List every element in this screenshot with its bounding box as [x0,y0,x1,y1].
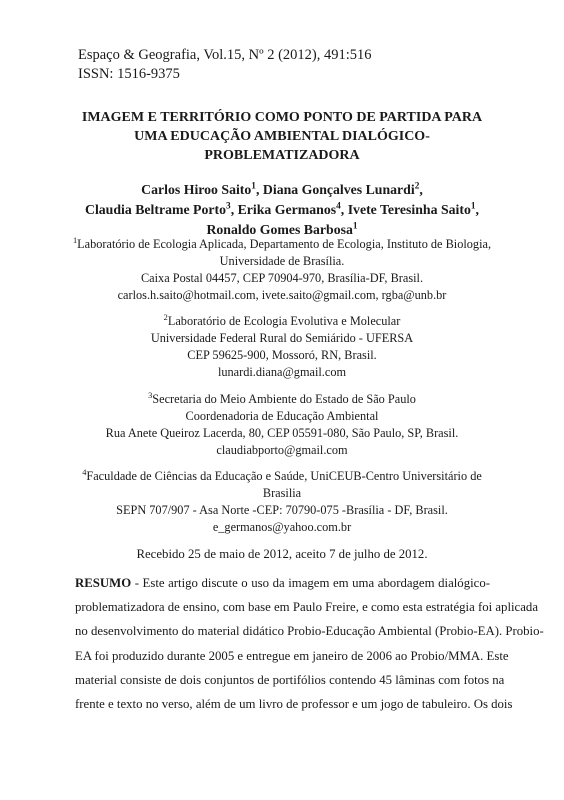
title-line-3: PROBLEMATIZADORA [204,148,360,163]
affiliation-line: CEP 59625-900, Mossoró, RN, Brasil. [187,348,377,362]
author-affiliation-mark: 1 [470,201,476,212]
author-line-1: Carlos Hiroo Saito$^1$, Diana Gonçalves Lunardi$^2$, [141,181,423,197]
affiliation-line: $^4$Faculdade de Ciências da Educação e Saúde, UniCEUB-Centro Universitário de [82,467,482,483]
affiliation-email: claudiabporto@gmail.com [216,443,348,457]
author-affiliation-mark: 1 [251,181,256,192]
affiliation-email: carlos.h.saito@hotmail.com, ivete.saito@gmail.com, rgba@unb.br [117,288,447,302]
journal-citation: Espaço & Geografia, Vol.15, Nº 2 (2012), 491:516 [78,47,372,63]
affiliation-line: Universidade de Brasília. [219,254,345,268]
author-name: Claudia Beltrame Porto [84,202,226,217]
author-name: Erika Germanos [237,202,337,217]
affiliation-line: SEPN 707/907 - Asa Norte -CEP: 70790-075 -Brasília - DF, Brasil. [116,503,448,517]
journal-issn: ISSN: 1516-9375 [78,66,180,82]
journal-header [78,46,372,84]
affiliation-email: e_germanos@yahoo.com.br [212,520,352,534]
affiliation-line: $^2$Laboratório de Ecologia Evolutiva e Molecular [163,312,401,328]
abstract [75,571,544,716]
abstract-label: RESUMO [75,576,132,590]
affiliation-mark: 1 [72,235,78,245]
author-affiliation-mark: 4 [336,201,341,212]
abstract-line: material consiste de dois conjuntos de portifólios contendo 45 lâminas com fotos na [75,672,505,687]
author-name: Diana Gonçalves Lunardi [262,182,415,197]
affiliation-email: lunardi.diana@gmail.com [217,365,347,379]
affiliation-4 [64,468,500,536]
affiliation-line: $^3$Secretaria do Meio Ambiente do Estado de São Paulo [148,390,416,406]
affiliation-line: $^1$Laboratório de Ecologia Aplicada, Departamento de Ecologia, Instituto de Biologia, [72,235,492,251]
affiliation-mark: 2 [163,312,168,322]
affiliation-3 [64,391,500,459]
author-name: Ronaldo Gomes Barbosa [206,222,353,237]
title-line-1: IMAGEM E TERRITÓRIO COMO PONTO DE PARTIDA PARA [81,110,483,125]
author-affiliation-mark: 2 [414,181,420,192]
author-line-2: Claudia Beltrame Porto$^3$, Erika Germanos$^4$, Ivete Teresinha Saito$^1$, [84,201,479,217]
title-line-2: UMA EDUCAÇÃO AMBIENTAL DIALÓGICO- [134,129,430,144]
affiliation-line: Universidade Federal Rural do Semiárido - UFERSA [150,331,414,345]
abstract-line: no desenvolvimento do material didático Probio-Educação Ambiental (Probio-EA). Probio- [75,624,544,639]
affiliation-line: Caixa Postal 04457, CEP 70904-970, Brasília-DF, Brasil. [140,271,424,285]
affiliation-mark: 4 [82,467,87,477]
affiliation-2 [64,313,500,381]
received-date: Recebido 25 de maio de 2012, aceito 7 de julho de 2012. [136,547,428,561]
affiliation-mark: 3 [148,390,153,400]
author-name: Carlos Hiroo Saito [141,182,252,197]
abstract-line: RESUMO - Este artigo discute o uso da imagem em uma abordagem dialógico- [75,576,490,590]
affiliation-line: Brasilia [262,486,302,500]
affiliation-line: Rua Anete Queiroz Lacerda, 80, CEP 05591-080, São Paulo, SP, Brasil. [105,426,459,440]
author-affiliation-mark: 1 [352,221,358,232]
abstract-line: problematizadora de ensino, com base em Paulo Freire, e como esta estratégia foi aplicada [75,600,538,615]
abstract-line: EA foi produzido durante 2005 e entregue em janeiro de 2006 ao Probio/MMA. Este [75,648,509,663]
author-list [60,180,504,240]
author-name: Ivete Teresinha Saito [347,202,471,217]
affiliation-1 [64,236,500,304]
paper-title [60,108,504,165]
author-affiliation-mark: 3 [226,201,231,212]
abstract-line: frente e texto no verso, além de um livro de professor e um jogo de tabuleiro. Os dois [75,697,513,712]
affiliation-line: Coordenadoria de Educação Ambiental [185,409,379,423]
